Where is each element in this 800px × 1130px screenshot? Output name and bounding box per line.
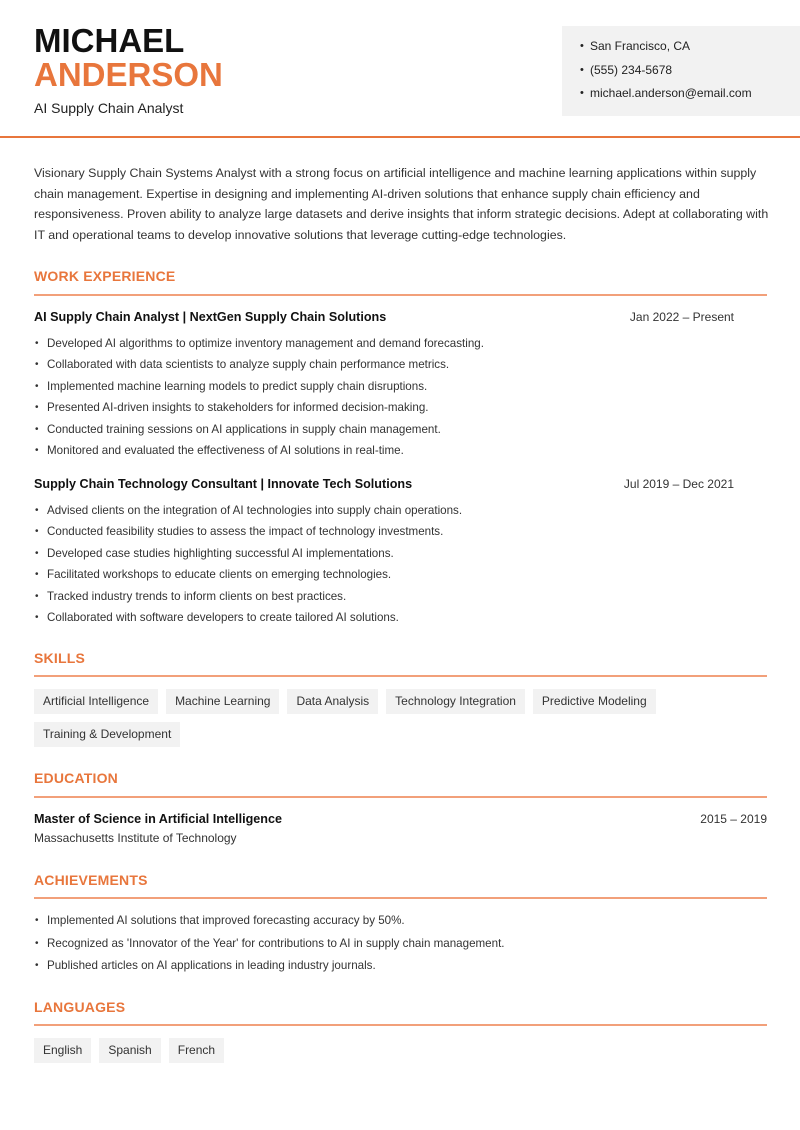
professional-summary: Visionary Supply Chain Systems Analyst with a strong focus on artificial intelligence and machine learning applications within supply chain management. Expertise in designing and implementing AI-driven solutions that enhance supply chain efficiency and responsiveness. Proven ability to analyze large datasets and derive insights that inform strategic decisions. Adept at collaborating with IT and operational teams to develop innovative solutions that leverage cutting-edge technologies. [34, 166, 769, 242]
list-item [34, 589, 767, 610]
job-heading [34, 477, 767, 491]
skill-chip: Technology Integration [386, 689, 525, 714]
contact-email[interactable] [580, 85, 800, 109]
education-school: Massachusetts Institute of Technology [34, 831, 237, 845]
first-name: MICHAEL [34, 22, 185, 59]
list-item [34, 503, 767, 524]
bullet-icon: • [35, 444, 39, 456]
bullet-text: Conducted feasibility studies to assess the impact of technology investments. [47, 525, 444, 539]
contact-box [562, 26, 800, 116]
location-text: San Francisco, CA [590, 39, 691, 53]
section-title-education: EDUCATION [34, 770, 118, 786]
languages-list [34, 1038, 774, 1063]
section-divider [34, 897, 767, 899]
list-item [34, 422, 767, 443]
bullet-icon: • [580, 40, 584, 52]
job-title-company: Supply Chain Technology Consultant | Innovate Tech Solutions [34, 477, 413, 491]
job-dates: Jan 2022 – Present [629, 310, 734, 324]
job-title-company: AI Supply Chain Analyst | NextGen Supply Chain Solutions [34, 310, 387, 324]
section-divider [34, 1024, 767, 1026]
list-item [34, 936, 767, 959]
bullet-icon: • [35, 590, 39, 602]
job-title: AI Supply Chain Analyst [34, 100, 184, 116]
resume-header [0, 0, 800, 138]
section-divider [34, 796, 767, 798]
section-divider [34, 675, 767, 677]
list-item [34, 524, 767, 545]
list-item [34, 443, 767, 464]
bullet-text: Implemented machine learning models to predict supply chain disruptions. [47, 379, 428, 393]
bullet-icon: • [580, 87, 584, 99]
section-divider [34, 294, 767, 296]
bullet-text: Tracked industry trends to inform clients on best practices. [47, 589, 347, 603]
skill-chip: Artificial Intelligence [34, 689, 158, 714]
section-title-languages: LANGUAGES [34, 999, 126, 1015]
bullet-text: Published articles on AI applications in leading industry journals. [47, 959, 376, 972]
bullet-text: Advised clients on the integration of AI technologies into supply chain operations. [47, 504, 463, 517]
bullet-text: Developed case studies highlighting successful AI implementations. [47, 546, 394, 560]
education-degree: Master of Science in Artificial Intelligence [34, 812, 282, 826]
skill-chip: Predictive Modeling [533, 689, 656, 714]
bullet-icon: • [580, 63, 584, 76]
bullet-icon: • [35, 915, 39, 926]
bullet-text: Collaborated with data scientists to analyze supply chain performance metrics. [47, 358, 450, 372]
skill-chip: Machine Learning [166, 689, 279, 714]
bullet-icon: • [35, 569, 39, 581]
list-item [34, 567, 767, 588]
skills-list [34, 689, 774, 747]
contact-phone [580, 62, 800, 86]
phone-text: (555) 234-5678 [590, 62, 673, 77]
list-item [34, 913, 767, 936]
bullet-text: Implemented AI solutions that improved forecasting accuracy by 50%. [47, 914, 405, 927]
contact-location [580, 38, 800, 62]
bullet-icon: • [35, 505, 39, 516]
list-item [34, 400, 767, 421]
list-item [34, 379, 767, 400]
job-bullets [34, 503, 767, 631]
bullet-text: Developed AI algorithms to optimize inventory management and demand forecasting. [47, 337, 484, 350]
language-chip: French [169, 1038, 224, 1063]
list-item [34, 336, 767, 357]
skill-chip: Training & Development [34, 722, 180, 747]
bullet-icon: • [35, 423, 39, 435]
bullet-text: Monitored and evaluated the effectiveness of AI solutions in real-time. [47, 443, 404, 457]
skill-chip: Data Analysis [287, 689, 378, 714]
bullet-icon: • [35, 338, 39, 349]
bullet-text: Recognized as 'Innovator of the Year' for contributions to AI in supply chain management. [47, 936, 505, 950]
bullet-icon: • [35, 960, 39, 971]
bullet-icon: • [35, 380, 39, 392]
bullet-icon: • [35, 937, 39, 949]
section-title-work: WORK EXPERIENCE [34, 268, 176, 284]
list-item [34, 958, 767, 981]
bullet-icon: • [35, 611, 39, 623]
bullet-text: Collaborated with software developers to create tailored AI solutions. [47, 610, 399, 624]
bullet-icon: • [35, 526, 39, 538]
bullet-icon: • [35, 402, 39, 414]
list-item [34, 357, 767, 378]
education-dates: 2015 – 2019 [700, 812, 767, 826]
last-name: ANDERSON [34, 56, 223, 93]
job-dates: Jul 2019 – Dec 2021 [623, 477, 734, 491]
language-chip: English [34, 1038, 91, 1063]
achievements-list [34, 913, 767, 981]
bullet-icon: • [35, 359, 39, 371]
section-title-skills: SKILLS [34, 650, 85, 666]
list-item [34, 546, 767, 567]
bullet-text: Presented AI-driven insights to stakeholders for informed decision-making. [47, 401, 429, 415]
job-heading [34, 310, 767, 324]
email-link[interactable]: michael.anderson@email.com [590, 86, 752, 100]
bullet-text: Facilitated workshops to educate clients on emerging technologies. [47, 568, 392, 582]
bullet-text: Conducted training sessions on AI applications in supply chain management. [47, 422, 441, 436]
section-title-achievements: ACHIEVEMENTS [34, 872, 148, 888]
list-item [34, 610, 767, 631]
bullet-icon: • [35, 547, 39, 559]
job-bullets [34, 336, 767, 464]
language-chip: Spanish [99, 1038, 160, 1063]
